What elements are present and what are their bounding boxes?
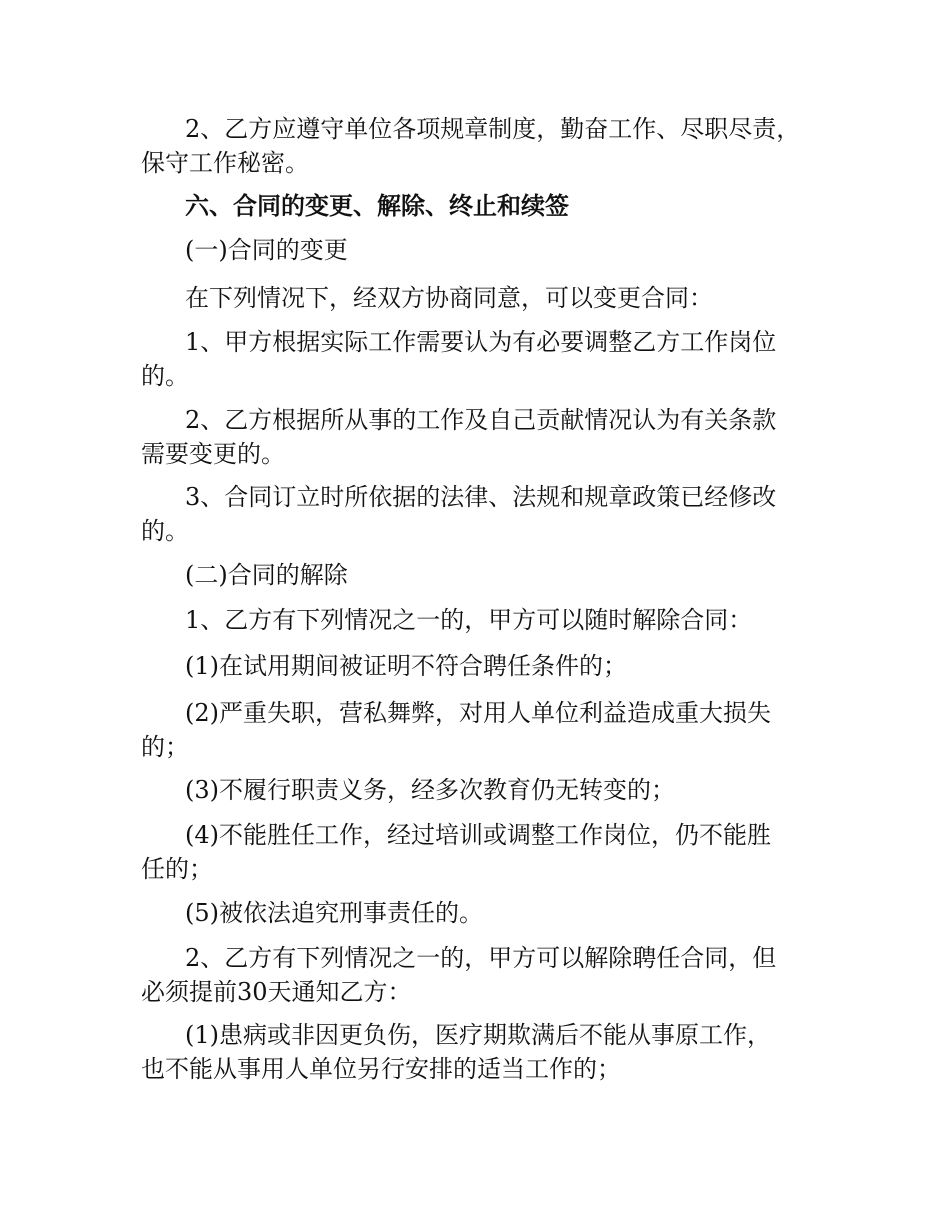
text-line: 2、乙方有下列情况之一的，甲方可以解除聘任合同，但 (185, 944, 777, 972)
text-line: 3、合同订立时所依据的法律、法规和规章政策已经修改 (185, 483, 777, 511)
text-line: (3)不履行职责义务，经多次教育仍无转变的； (185, 776, 675, 804)
text-line: (1)患病或非因更负伤，医疗期欺满后不能从事原工作， (185, 1021, 771, 1049)
paragraph-notice-termination (141, 941, 809, 1009)
text-line: (4)不能胜任工作，经过培训或调整工作岗位，仍不能胜 (185, 821, 771, 849)
text-line: 任的； (141, 855, 213, 883)
paragraph-termination-item-2 (141, 696, 809, 764)
text-line: 2、乙方根据所从事的工作及自己贡献情况认为有关条款 (185, 406, 777, 434)
text-line: 在下列情况下，经双方协商同意，可以变更合同： (185, 284, 713, 312)
text-line: 的； (141, 733, 189, 761)
text-line: 2、乙方应遵守单位各项规章制度，勤奋工作、尽职尽责， (185, 115, 801, 143)
text-line: 也不能从事用人单位另行安排的适当工作的； (141, 1055, 621, 1083)
paragraph-termination-item-4 (141, 818, 809, 886)
subsection-title-termination (141, 558, 809, 592)
paragraph-comply-rules (141, 112, 809, 180)
paragraph-change-intro (141, 281, 809, 315)
paragraph-termination-item-5 (141, 896, 809, 930)
paragraph-change-item-2 (141, 403, 809, 471)
section-heading (141, 189, 809, 223)
paragraph-notice-item-1 (141, 1018, 809, 1086)
paragraph-change-item-1 (141, 325, 809, 393)
subsection-title-change (141, 233, 809, 267)
text-line: (1)在试用期间被证明不符合聘任条件的； (185, 652, 627, 680)
heading-text: 六、合同的变更、解除、终止和续签 (185, 191, 569, 220)
text-line: 必须提前30天通知乙方： (141, 978, 412, 1006)
paragraph-termination-intro (141, 603, 809, 637)
text-line: 需要变更的。 (141, 440, 285, 468)
text-line: 的。 (141, 517, 189, 545)
text-line: (一)合同的变更 (185, 236, 348, 264)
text-line: (二)合同的解除 (185, 561, 348, 589)
paragraph-termination-item-1 (141, 649, 809, 683)
paragraph-change-item-3 (141, 480, 809, 548)
text-line: 1、乙方有下列情况之一的，甲方可以随时解除合同： (185, 606, 753, 634)
paragraph-termination-item-3 (141, 773, 809, 807)
text-line: (5)被依法追究刑事责任的。 (185, 899, 483, 927)
text-line: 保守工作秘密。 (141, 149, 309, 177)
text-line: 的。 (141, 362, 189, 390)
text-line: (2)严重失职，营私舞弊，对用人单位利益造成重大损失 (185, 699, 771, 727)
text-line: 1、甲方根据实际工作需要认为有必要调整乙方工作岗位 (185, 328, 777, 356)
